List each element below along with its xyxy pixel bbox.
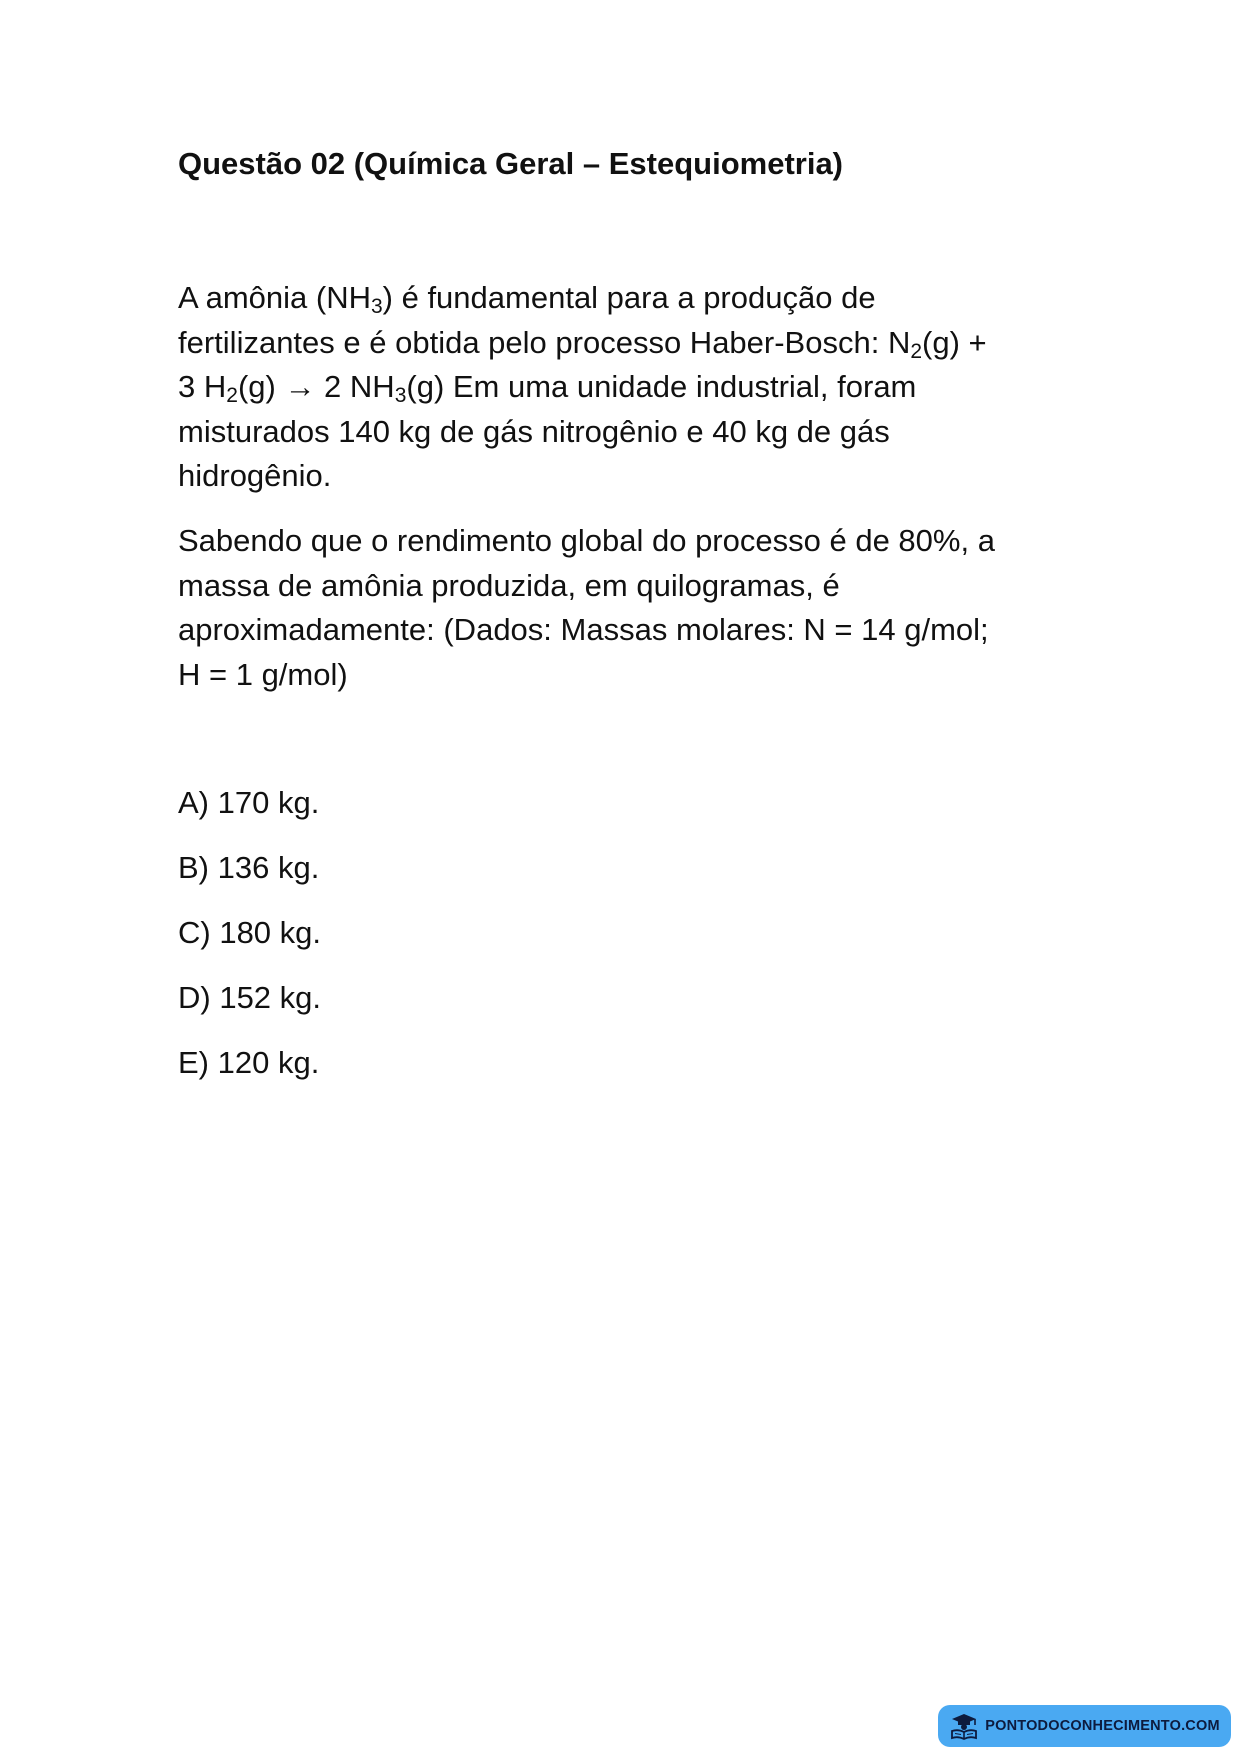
text-segment: ) é fundamental para a produção de [382, 280, 876, 315]
option-a: A) 170 kg. [178, 785, 320, 820]
text-segment: (g) Em uma unidade industrial, foram [406, 369, 917, 404]
paragraph-1-line-3 [178, 365, 1078, 410]
paragraph-2-line-4: H = 1 g/mol) [178, 656, 348, 692]
graduate-reading-book-icon [949, 1712, 979, 1740]
subscript: 3 [394, 384, 407, 407]
paragraph-1-line-2 [178, 321, 1078, 366]
document-page [178, 0, 1078, 1755]
question-title: Questão 02 (Química Geral – Estequiometria) [178, 146, 844, 181]
text-segment: A amônia (NH [178, 280, 371, 315]
subscript: 2 [910, 339, 923, 363]
question-paragraph-2 [178, 519, 1078, 697]
paragraph-1-line-5: hidrogênio. [178, 458, 332, 493]
option-e: E) 120 kg. [178, 1045, 320, 1080]
subscript: 3 [370, 295, 383, 318]
option-b: B) 136 kg. [178, 850, 320, 885]
text-segment: fertilizantes e é obtida pelo processo Haber-Bosch: N [178, 324, 911, 360]
text-segment: 3 H [178, 369, 227, 404]
paragraph-1-line-1 [178, 276, 1078, 321]
answer-options [178, 783, 321, 1108]
brand-badge[interactable] [938, 1705, 1231, 1747]
paragraph-2-line-2: massa de amônia produzida, em quilogramas, é [178, 567, 840, 603]
paragraph-2-line-1: Sabendo que o rendimento global do processo é de 80%, a [178, 523, 995, 558]
brand-name: PONTODOCONHECIMENTO.COM [985, 1718, 1220, 1734]
paragraph-2-line-3: aproximadamente: (Dados: Massas molares: N = 14 g/mol; [178, 612, 989, 647]
text-segment: (g) → 2 NH [237, 369, 395, 404]
option-d: D) 152 kg. [178, 980, 322, 1015]
paragraph-1-line-4: misturados 140 kg de gás nitrogênio e 40 kg de gás [178, 413, 890, 449]
text-segment: (g) + [922, 324, 987, 360]
question-paragraph-1 [178, 276, 1078, 499]
option-c: C) 180 kg. [178, 915, 322, 950]
subscript: 2 [226, 384, 238, 407]
